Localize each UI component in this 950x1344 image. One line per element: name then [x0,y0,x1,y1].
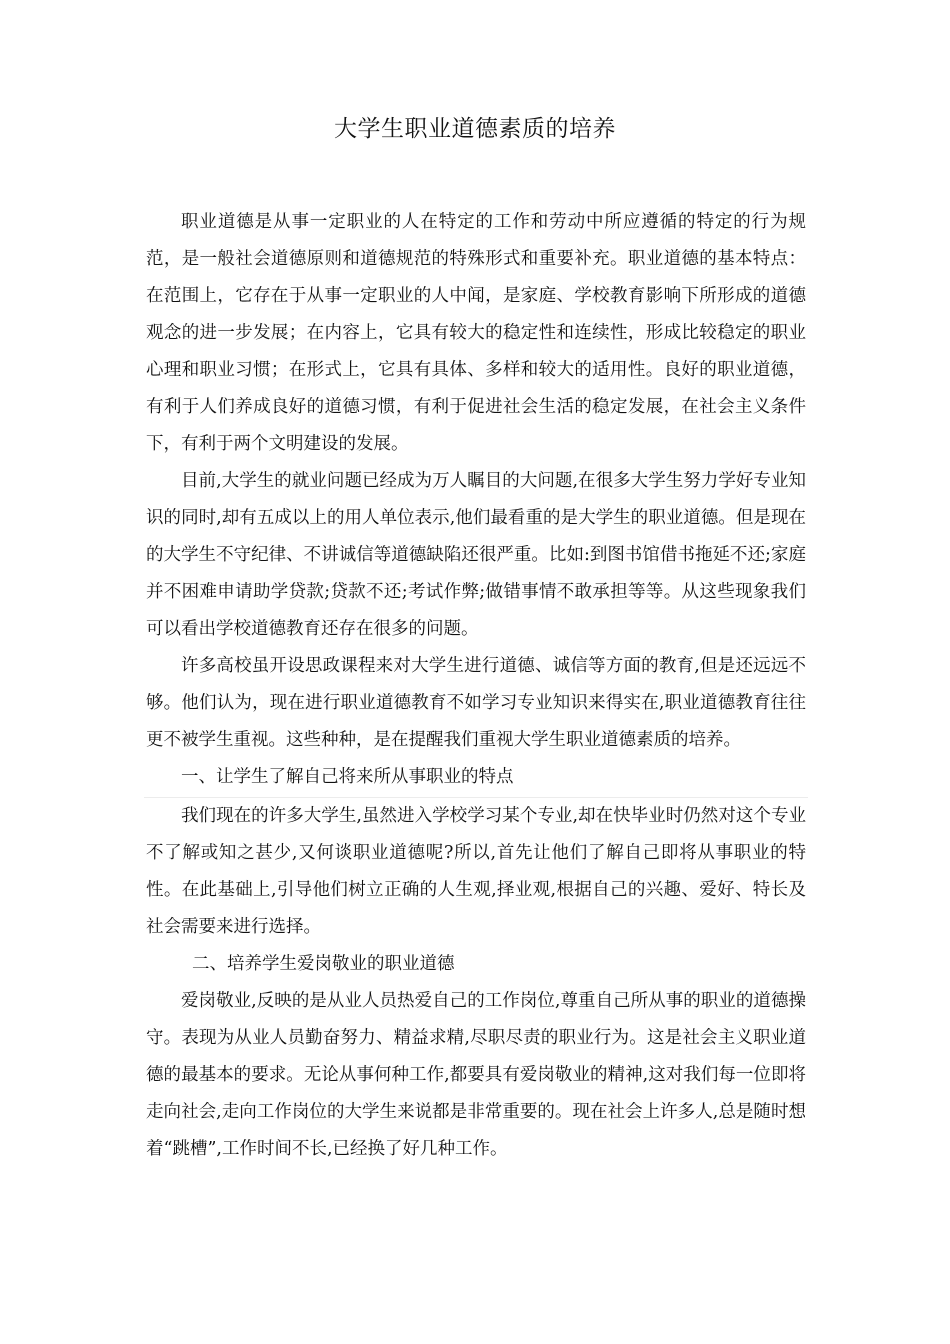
section-1-paragraph: 我们现在的许多大学生,虽然进入学校学习某个专业,却在快毕业时仍然对这个专业不了解或知之甚少,又何谈职业道德呢?所以,首先让他们了解自己即将从事职业的特性。在此基础上,引导他们树立正确的人生观,择业观,根据自己的兴趣、爱好、特长及社会需要来进行选择。 [146,806,806,937]
section-heading-1: 一、让学生了解自己将来所从事职业的特点 [181,767,514,787]
document-title: 大学生职业道德素质的培养 [334,116,616,142]
document-body [146,204,806,1168]
intro-paragraph-3: 许多高校虽开设思政课程来对大学生进行道德、诚信等方面的教育,但是还远远不够。他们认为，现在进行职业道德教育不如学习专业知识来得实在,职业道德教育往往更不被学生重视。这些种种，是在提醒我们重视大学生职业道德素质的培养。 [146,656,806,750]
section-2-paragraph: 爱岗敬业,反映的是从业人员热爱自己的工作岗位,尊重自己所从事的职业的道德操守。表现为从业人员勤奋努力、精益求精,尽职尽责的职业行为。这是社会主义职业道德的最基本的要求。无论从事何种工作,都要具有爱岗敬业的精神,这对我们每一位即将走向社会,走向工作岗位的大学生来说都是非常重要的。现在社会上许多人,总是随时想着“跳槽”,工作时间不长,已经换了好几种工作。 [146,991,806,1159]
intro-paragraph-1: 职业道德是从事一定职业的人在特定的工作和劳动中所应遵循的特定的行为规范，是一般社会道德原则和道德规范的特殊形式和重要补充。职业道德的基本特点：在范围上，它存在于从事一定职业的人中闻，是家庭、学校教育影响下所形成的道德观念的进一步发展；在内容上，它具有较大的稳定性和连续性，形成比较稳定的职业心理和职业习惯；在形式上，它具有具体、多样和较大的适用性。良好的职业道德，有利于人们养成良好的道德习惯，有利于促进社会生活的稳定发展，在社会主义条件下，有利于两个文明建设的发展。 [146,212,806,454]
intro-paragraph-2: 目前,大学生的就业问题已经成为万人瞩目的大问题,在很多大学生努力学好专业知识的同时,却有五成以上的用人单位表示,他们最看重的是大学生的职业道德。但是现在的大学生不守纪律、不讲诚信等道德缺陷还很严重。比如:到图书馆借书拖延不还;家庭并不困难申请助学贷款;贷款不还;考试作弊;做错事情不敢承担等等。从这些现象我们可以看出学校道德教育还存在很多的问题。 [146,471,806,639]
section-heading-2: 二、培养学生爱岗敬业的职业道德 [192,954,455,974]
